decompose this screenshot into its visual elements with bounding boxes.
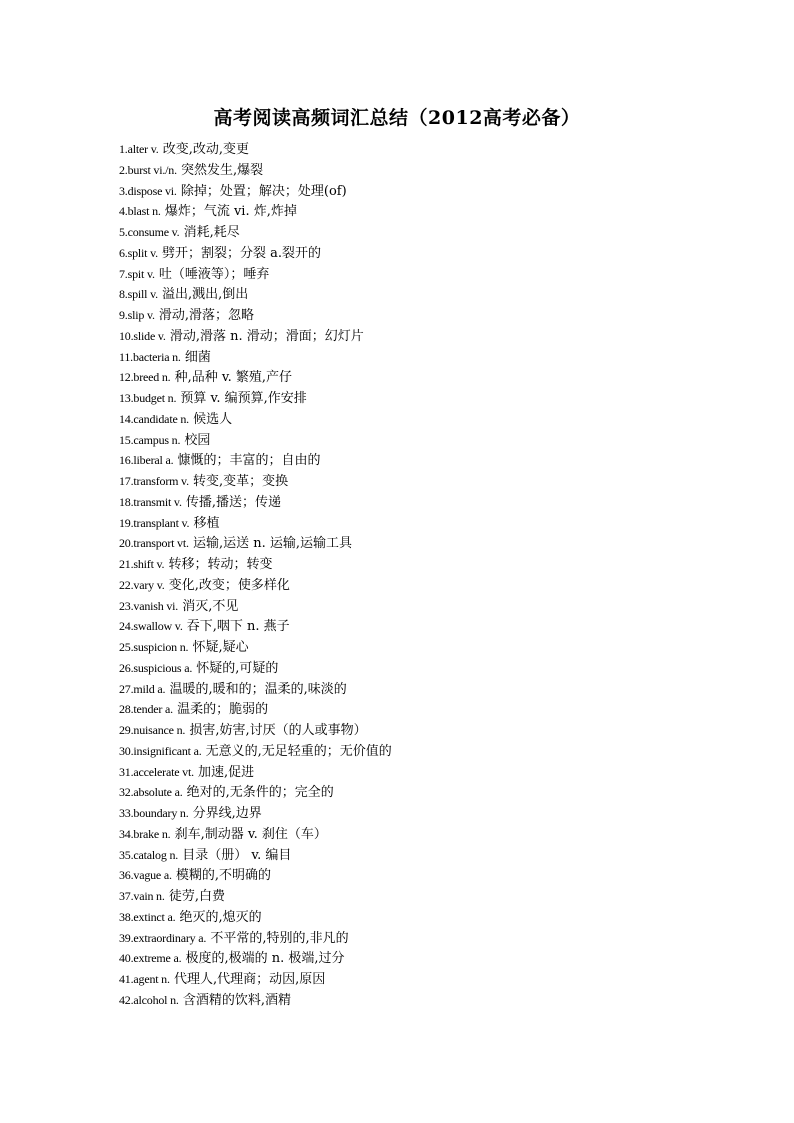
vocab-word: 4.blast n. — [119, 204, 161, 219]
vocab-meaning: 慷慨的；丰富的；自由的 — [177, 453, 321, 469]
vocab-entry — [119, 948, 392, 969]
vocab-entry — [119, 762, 392, 783]
vocab-entry — [119, 367, 392, 388]
vocab-word: 28.tender a. — [119, 702, 173, 717]
vocab-entry — [119, 347, 392, 368]
vocab-word: 2.burst vi./n. — [119, 162, 177, 177]
vocab-meaning: 传播,播送；传递 — [185, 494, 282, 510]
vocab-entry — [119, 513, 392, 534]
vocab-meaning: 消灭,不见 — [182, 598, 239, 614]
vocab-meaning: 绝对的,无条件的；完全的 — [186, 785, 334, 801]
vocab-entry — [119, 741, 392, 762]
vocab-entry — [119, 492, 392, 513]
vocab-meaning: 吞下,咽下 n. 燕子 — [186, 619, 290, 635]
vocab-word: 35.catalog n. — [119, 847, 179, 862]
vocab-entry — [119, 928, 392, 949]
vocab-word: 27.mild a. — [119, 681, 166, 696]
vocab-word: 26.suspicious a. — [119, 660, 193, 675]
vocab-entry — [119, 596, 392, 617]
vocab-meaning: 代理人,代理商；动因,原因 — [173, 972, 326, 987]
vocab-entry — [119, 803, 392, 824]
vocab-entry — [119, 616, 392, 637]
vocab-meaning: 模糊的,不明确的 — [175, 868, 272, 884]
vocab-word: 38.extinct a. — [119, 909, 176, 924]
vocab-entry — [119, 430, 392, 451]
vocab-word: 3.dispose vi. — [119, 183, 177, 198]
vocab-word: 25.suspicion n. — [119, 640, 189, 654]
vocab-word: 36.vague a. — [119, 868, 172, 883]
vocab-meaning: 移植 — [193, 515, 220, 531]
vocab-word: 31.accelerate vt. — [119, 764, 194, 779]
vocab-word: 19.transplant v. — [119, 515, 190, 530]
vocab-word: 37.vain n. — [119, 889, 165, 903]
vocab-entry — [119, 658, 392, 679]
vocab-meaning: 徒劳,白费 — [168, 889, 225, 904]
vocab-entry — [119, 222, 392, 243]
vocab-entry — [119, 990, 392, 1011]
vocab-meaning: 不平常的,特别的,非凡的 — [210, 930, 349, 946]
vocab-entry — [119, 264, 392, 285]
vocab-word: 30.insignificant a. — [119, 743, 202, 758]
vocab-word: 24.swallow v. — [119, 619, 183, 634]
vocab-word: 6.split v. — [119, 245, 158, 260]
vocab-meaning: 溢出,溅出,倒出 — [162, 287, 249, 303]
vocab-word: 40.extreme a. — [119, 951, 182, 966]
vocab-entry — [119, 969, 392, 990]
vocab-meaning: 转移；转动；转变 — [168, 557, 273, 572]
vocab-entry — [119, 409, 392, 430]
vocab-meaning: 候选人 — [193, 411, 233, 427]
vocab-word: 7.spit v. — [119, 266, 155, 281]
vocab-entry — [119, 845, 392, 866]
vocab-word: 9.slip v. — [119, 308, 155, 322]
vocab-word: 8.spill v. — [119, 287, 158, 302]
vocab-word: 15.campus n. — [119, 432, 181, 447]
vocab-entry — [119, 699, 392, 720]
vocab-entry — [119, 471, 392, 492]
vocab-word: 29.nuisance n. — [119, 723, 186, 737]
vocab-entry — [119, 886, 392, 907]
vocab-entry — [119, 782, 392, 803]
vocab-word: 33.boundary n. — [119, 806, 189, 820]
vocab-meaning: 劈开；割裂；分裂 a.裂开的 — [162, 245, 322, 261]
vocab-meaning: 滑动,滑落 n. 滑动；滑面；幻灯片 — [169, 328, 364, 344]
page-title: 高考阅读高频词汇总结（2012高考必备） — [213, 107, 581, 129]
vocab-meaning: 温柔的；脆弱的 — [177, 702, 269, 718]
vocab-word: 13.budget n. — [119, 391, 177, 405]
vocab-word: 11.bacteria n. — [119, 349, 181, 364]
vocab-meaning: 突然发生,爆裂 — [181, 162, 264, 178]
vocab-meaning: 转变,变革；变换 — [193, 474, 289, 489]
vocab-word: 41.agent n. — [119, 972, 170, 986]
vocab-entry — [119, 450, 392, 471]
vocab-entry — [119, 326, 392, 347]
vocab-entry — [119, 575, 392, 596]
vocab-entry — [119, 554, 392, 575]
vocab-meaning: 种,品种 v. 繁殖,产仔 — [174, 370, 293, 386]
vocab-word: 21.shift v. — [119, 557, 165, 571]
vocab-word: 18.transmit v. — [119, 494, 182, 509]
vocab-meaning: 刹车,制动器 v. 刹住（车） — [174, 826, 327, 842]
vocab-word: 42.alcohol n. — [119, 992, 179, 1007]
vocab-entry — [119, 305, 392, 326]
vocab-word: 10.slide v. — [119, 328, 166, 343]
vocab-meaning: 怀疑的,可疑的 — [196, 660, 279, 676]
vocab-entry — [119, 388, 392, 409]
vocab-meaning: 温暖的,暖和的；温柔的,味淡的 — [169, 681, 347, 697]
vocab-meaning: 除掉；处置；解决；处理(of) — [180, 183, 347, 199]
vocab-meaning: 加速,促进 — [198, 764, 255, 780]
vocab-word: 14.candidate n. — [119, 411, 189, 426]
vocab-meaning: 怀疑,疑心 — [192, 640, 249, 655]
vocab-meaning: 预算 v. 编预算,作安排 — [180, 391, 307, 406]
vocab-entry — [119, 160, 392, 181]
vocab-meaning: 损害,妨害,讨厌（的人或事物） — [189, 723, 367, 738]
vocab-word: 32.absolute a. — [119, 785, 183, 800]
vocab-meaning: 绝灭的,熄灭的 — [179, 909, 262, 925]
vocab-meaning: 极度的,极端的 n. 极端,过分 — [185, 951, 345, 967]
vocab-meaning: 变化,改变；使多样化 — [168, 577, 290, 593]
vocab-entry — [119, 865, 392, 886]
vocab-word: 17.transform v. — [119, 474, 189, 488]
vocab-meaning: 爆炸；气流 vi. 炸,炸掉 — [164, 204, 297, 220]
vocab-meaning: 校园 — [184, 432, 211, 448]
vocab-entry — [119, 679, 392, 700]
vocabulary-list — [119, 139, 392, 1011]
vocab-entry — [119, 637, 392, 658]
vocab-meaning: 吐（唾液等）；唾弃 — [158, 266, 270, 282]
vocab-entry — [119, 243, 392, 264]
vocab-meaning: 细菌 — [184, 349, 211, 365]
vocab-word: 39.extraordinary a. — [119, 930, 207, 945]
vocab-entry — [119, 284, 392, 305]
vocab-meaning: 无意义的,无足轻重的；无价值的 — [205, 743, 392, 759]
vocab-entry — [119, 139, 392, 160]
vocab-meaning: 含酒精的饮料,酒精 — [182, 992, 292, 1008]
vocab-meaning: 运输,运送 n. 运输,运输工具 — [192, 536, 352, 552]
vocab-meaning: 消耗,耗尽 — [183, 225, 240, 240]
vocab-meaning: 滑动,滑落；忽略 — [158, 308, 255, 323]
vocab-entry — [119, 181, 392, 202]
vocab-meaning: 分界线,边界 — [192, 806, 262, 821]
vocab-word: 16.liberal a. — [119, 453, 174, 468]
vocab-entry — [119, 824, 392, 845]
vocab-word: 12.breed n. — [119, 370, 171, 385]
vocab-word: 5.consume v. — [119, 225, 180, 239]
vocab-word: 34.brake n. — [119, 826, 171, 841]
vocab-word: 20.transport vt. — [119, 536, 189, 551]
vocab-word: 1.alter v. — [119, 142, 159, 156]
vocab-entry — [119, 907, 392, 928]
vocab-word: 23.vanish vi. — [119, 598, 179, 613]
vocab-word: 22.vary v. — [119, 577, 165, 592]
vocab-meaning: 目录（册） v. 编目 — [182, 847, 292, 863]
vocab-meaning: 改变,改动,变更 — [162, 142, 249, 157]
vocab-entry — [119, 720, 392, 741]
vocab-entry — [119, 201, 392, 222]
vocab-entry — [119, 533, 392, 554]
